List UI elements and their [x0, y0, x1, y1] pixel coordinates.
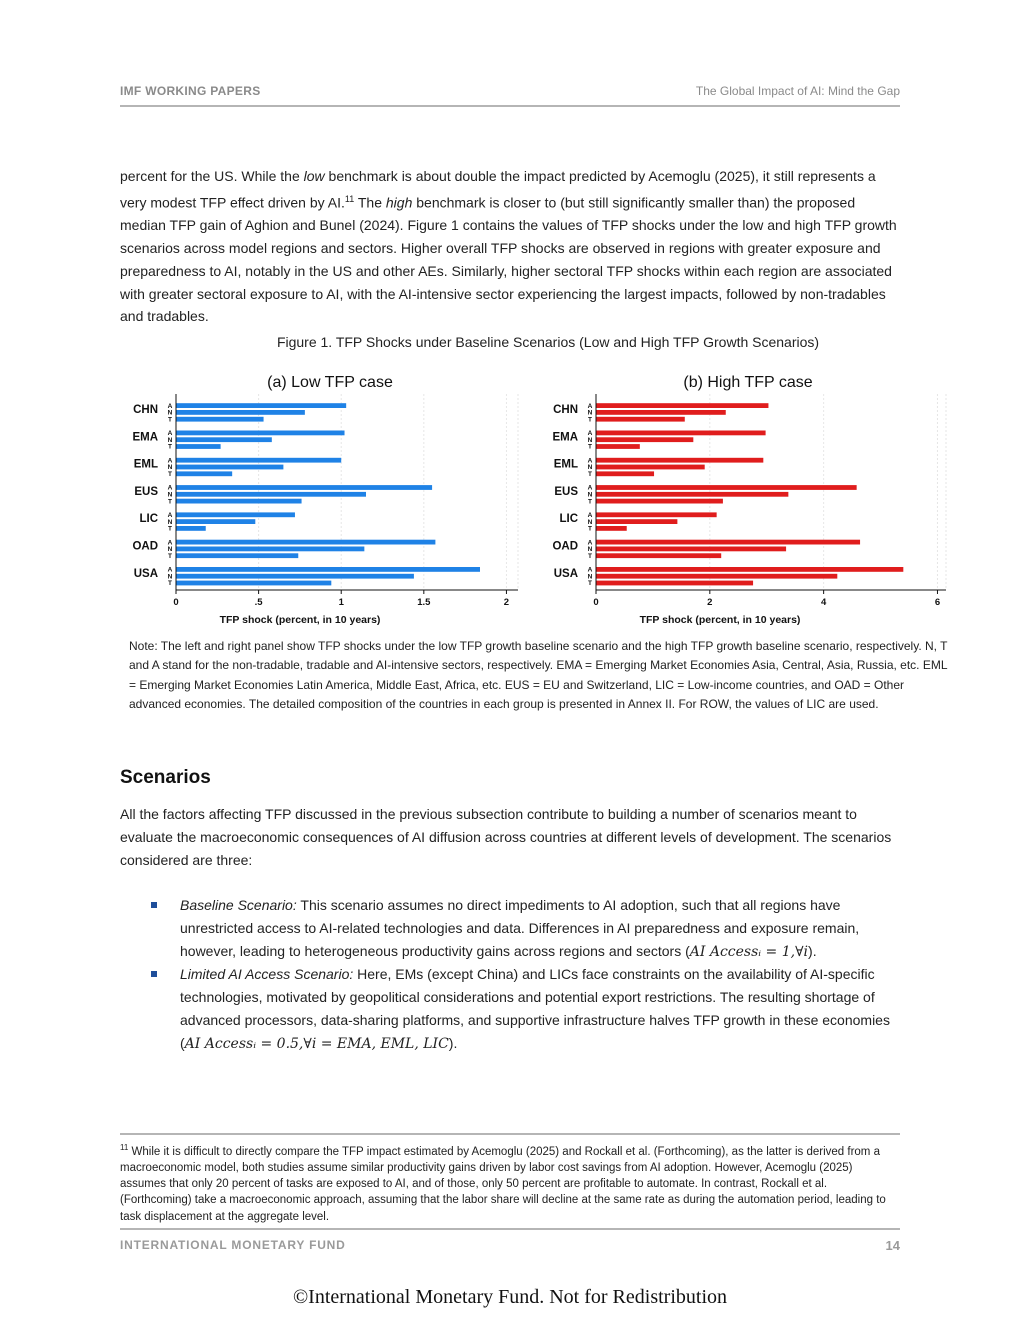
sector-label: A [587, 484, 593, 492]
sector-label: A [167, 566, 173, 574]
bar [596, 403, 768, 408]
category-label: LIC [139, 513, 158, 526]
scenario-text-end: ). [808, 942, 817, 959]
scenario-list [120, 894, 900, 1056]
intro-italic-low: low [303, 168, 325, 184]
sector-label: T [168, 498, 172, 506]
scenario-label: Baseline Scenario: [180, 897, 297, 913]
x-axis-title: TFP shock (percent, in 10 years) [639, 614, 801, 626]
sector-label: T [168, 416, 172, 424]
bar [596, 526, 627, 531]
bar [176, 519, 255, 524]
bar [596, 547, 786, 552]
sector-label: A [587, 539, 593, 547]
intro-text: benchmark is closer to (but still significantly smaller than) the proposed median TFP gain of Aghion and Bunel (2024). Figure 1 contains the values of TFP shocks under the low and high TFP growth scenarios across model regions and sectors. Higher overall TFP shocks are observed in regions with greater exposure and preparedness to AI, notably in the US and other AEs. Similarly, higher sectoral TFP shocks within each region are associated with greater sectoral exposure to AI, with the AI-intensive sector experiencing the largest impacts, followed by non-tradables and tradables. [120, 194, 897, 325]
x-tick-label: 1.5 [417, 597, 431, 608]
footnote-marker[interactable]: 11 [344, 193, 355, 204]
x-tick-label: 0 [173, 597, 179, 608]
sector-label: N [167, 491, 173, 499]
bar [176, 540, 435, 545]
sector-label: T [168, 580, 172, 588]
sector-label: N [587, 518, 593, 526]
bar [596, 485, 857, 490]
bar [596, 471, 654, 476]
footnote-text: While it is difficult to directly compare the TFP impact estimated by Acemoglu (2025) and Rockall et al. (Forthcoming), as the latter is derived from a macroeconomic model, both studies assume similar productivity gains driven by labor cost savings from AI adoption. However, Acemoglu (2025) assumes that only 20 percent of tasks are exposed to AI, and of those, only 50 percent are profitable to automate. In contrast, Rockall et al. (Forthcoming) take a macroeconomic approach, assuming that the labor share will decline at the same rate as during the automation period, leading to task displacement at the aggregate level. [120, 1145, 886, 1223]
sector-label: A [167, 457, 173, 465]
bar [176, 431, 345, 436]
category-label: OAD [552, 540, 578, 553]
sector-label: T [588, 552, 592, 560]
figure-note: Note: The left and right panel show TFP shocks under the low TFP growth baseline scenario and the high TFP growth baseline scenario, respectively. N, T and A stand for the non-tradable, tradable and AI-intensive sectors, respectively. EMA = Emerging Market Economies Asia, Central, Asia, Russia, etc. EML = Emerging Market Economies Latin America, Middle East, Africa, etc. EUS = EU and Switzerland, LIC = Low-income countries, and OAD = Other advanced economies. The detailed composition of the countries in each group is presented in Annex II. For ROW, the values of LIC are used. [129, 639, 948, 712]
footnote-number: 11 [120, 1143, 129, 1152]
intro-paragraph [120, 165, 900, 328]
sector-label: A [167, 484, 173, 492]
intro-text: benchmark is about double the impact predicted by Acemoglu (2025), it still represents a very modest TFP effect driven by AI. [120, 168, 876, 211]
sector-label: N [587, 464, 593, 472]
bar [596, 465, 705, 470]
category-label: EUS [134, 485, 158, 498]
chart-title: (a) Low TFP case [267, 374, 393, 391]
math-expression: AI Accessᵢ = 0.5,∀i = EMA, EML, LIC [184, 1035, 449, 1052]
bar [596, 444, 640, 449]
x-tick-label: 6 [934, 597, 941, 608]
x-tick-label: .5 [254, 597, 263, 608]
bar [596, 553, 721, 558]
bar [176, 437, 272, 442]
x-tick-label: 2 [503, 597, 510, 608]
bar [176, 499, 302, 504]
copyright-notice: ©International Monetary Fund. Not for Redistribution [292, 1286, 727, 1308]
footnote-rule [120, 1133, 900, 1135]
figure-1-charts [120, 368, 960, 630]
sector-label: A [167, 512, 173, 519]
sector-label: T [588, 471, 592, 478]
bar [176, 567, 480, 572]
sector-label: A [167, 430, 173, 438]
sector-label: T [588, 525, 592, 533]
bar [596, 410, 726, 415]
bar [596, 437, 693, 442]
bar [176, 410, 305, 415]
bar [176, 403, 346, 408]
bar [596, 499, 723, 504]
sector-label: T [168, 471, 172, 478]
category-label: EMA [132, 431, 158, 444]
scenario-label: Limited AI Access Scenario: [180, 966, 354, 983]
sector-label: A [167, 402, 173, 410]
bullet-square-icon [151, 902, 157, 908]
bar [176, 492, 366, 497]
sector-label: A [167, 539, 173, 547]
bar [176, 574, 414, 579]
category-label: EUS [554, 485, 578, 498]
bar [176, 547, 364, 552]
category-label: EML [133, 458, 158, 471]
sector-label: N [587, 491, 593, 499]
bar [176, 526, 206, 531]
x-axis-title: TFP shock (percent, in 10 years) [219, 614, 381, 626]
header-rule [120, 105, 900, 107]
high-tfp-panel [552, 374, 946, 626]
section-intro: All the factors affecting TFP discussed in the previous subsection contribute to building a number of scenarios meant to evaluate the macroeconomic consequences of AI diffusion across countries at different levels of development. The scenarios considered are three: [120, 806, 892, 868]
footnote [120, 1140, 900, 1225]
sector-label: N [587, 546, 593, 554]
sector-label: T [168, 552, 172, 560]
sector-label: T [588, 580, 592, 588]
sector-label: A [587, 566, 593, 574]
intro-text: The [354, 194, 386, 211]
section-title: Scenarios [120, 767, 211, 788]
low-tfp-panel [132, 374, 518, 626]
scenario-text: This scenario assumes no direct impediments to AI adoption, such that all regions have unrestricted access to AI-related technologies and data. Differences in AI preparedness and exposure remain, however, leading to heterogeneous productivity gains across regions and sectors ( [180, 897, 860, 959]
bar [596, 519, 677, 524]
sector-label: T [168, 443, 172, 451]
bar [176, 485, 432, 490]
bar [176, 471, 232, 476]
scenario-text-end: ). [448, 1034, 458, 1051]
bar [176, 553, 298, 558]
sector-label: T [588, 498, 592, 506]
list-item [120, 894, 900, 963]
bar [596, 581, 753, 586]
x-tick-label: 0 [593, 597, 599, 608]
category-label: OAD [132, 540, 158, 553]
category-label: EML [553, 458, 578, 471]
sector-label: T [168, 525, 172, 533]
sector-label: N [167, 573, 173, 581]
category-label: LIC [559, 513, 578, 526]
running-header-title: IMF WORKING PAPERS [120, 84, 261, 98]
bar [596, 574, 837, 579]
bar [176, 581, 331, 586]
bar [176, 512, 295, 517]
page-number: 14 [885, 1238, 900, 1253]
x-tick-label: 2 [707, 597, 713, 608]
category-label: USA [553, 567, 578, 580]
running-header-paper-title: The Global Impact of AI: Mind the Gap [695, 84, 900, 98]
chart-title: (b) High TFP case [683, 374, 813, 391]
bar [596, 512, 717, 517]
category-label: EMA [552, 431, 578, 444]
x-tick-label: 4 [820, 597, 827, 608]
bar [176, 465, 283, 470]
category-label: CHN [133, 404, 158, 416]
bar [176, 458, 341, 463]
sector-label: A [587, 457, 593, 465]
bar [596, 492, 788, 497]
sector-label: N [167, 546, 173, 554]
footer-rule [120, 1228, 900, 1230]
figure-caption: Figure 1. TFP Shocks under Baseline Scenarios (Low and High TFP Growth Scenarios) [276, 334, 820, 350]
bar [176, 444, 221, 449]
bar [596, 417, 685, 422]
intro-italic-high: high [385, 194, 413, 211]
bar [596, 540, 860, 545]
sector-label: T [588, 443, 592, 451]
sector-label: N [167, 464, 173, 472]
sector-label: N [587, 409, 593, 417]
bar [176, 417, 264, 422]
category-label: USA [133, 567, 158, 580]
scenario-text: Here, EMs (except China) and LICs face constraints on the availability of AI-specific technologies, motivated by geopolitical considerations and potential export restrictions. The resulting shortage of advanced processors, data-sharing platforms, and supportive infrastructure halves TFP growth in these economies ( [180, 966, 890, 1051]
category-label: CHN [553, 404, 578, 416]
intro-text: percent for the US. While the [120, 168, 304, 184]
sector-label: N [587, 573, 593, 581]
sector-label: A [587, 430, 593, 438]
sector-label: T [588, 416, 592, 424]
list-item [120, 963, 900, 1055]
sector-label: A [587, 512, 593, 519]
sector-label: N [167, 409, 173, 417]
footer-publisher: INTERNATIONAL MONETARY FUND [120, 1238, 346, 1252]
bar [596, 458, 763, 463]
bullet-square-icon [151, 971, 157, 977]
sector-label: N [587, 436, 593, 444]
bar [596, 567, 903, 572]
x-tick-label: 1 [338, 597, 344, 608]
bar [596, 431, 766, 436]
math-expression: AI Accessᵢ = 1,∀i [689, 943, 809, 960]
sector-label: N [167, 518, 173, 526]
sector-label: N [167, 436, 173, 444]
sector-label: A [587, 402, 593, 410]
